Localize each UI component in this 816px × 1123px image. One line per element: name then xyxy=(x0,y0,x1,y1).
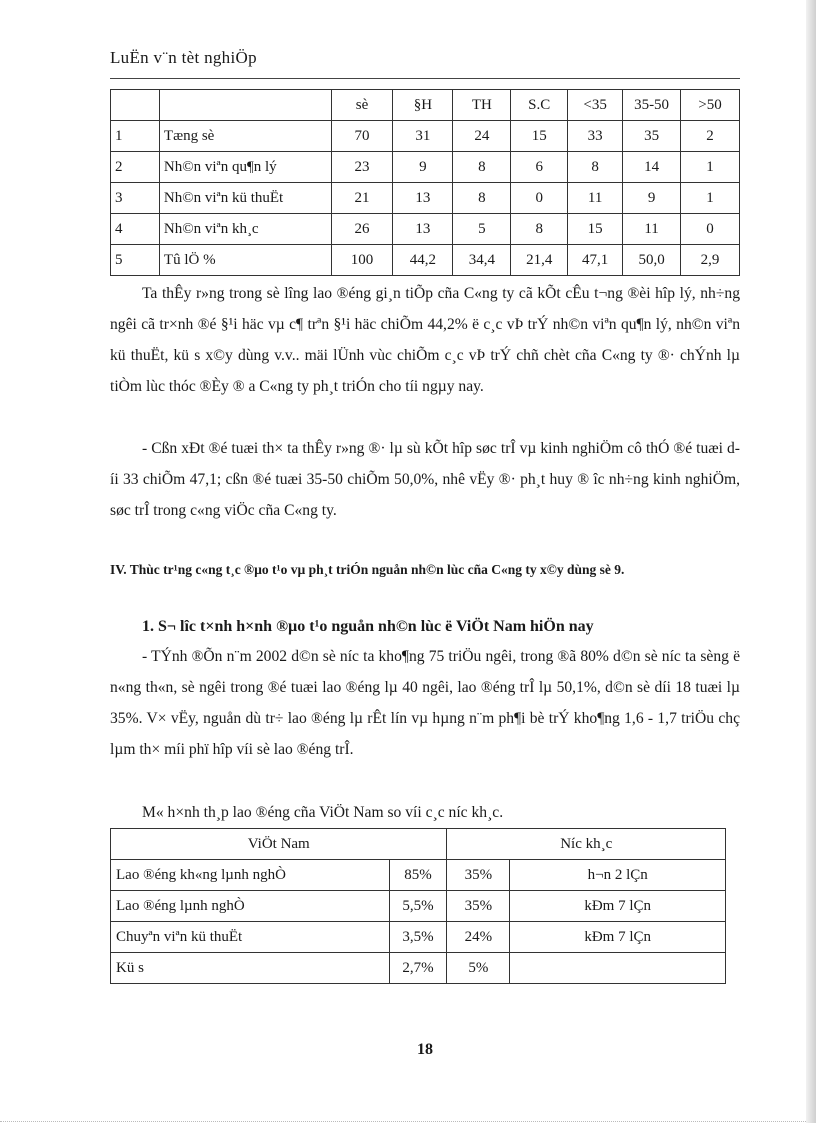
table-cell: 9 xyxy=(393,152,453,183)
page-number: 18 xyxy=(417,1041,433,1058)
table-row xyxy=(111,214,740,245)
table-cell: 23 xyxy=(331,152,393,183)
table-cell: Lao ®éng kh«ng lµnh nghÒ xyxy=(111,860,390,891)
table-header-cell: §H xyxy=(393,90,453,121)
table-cell: h¬n 2 lÇn xyxy=(510,860,726,891)
table-header-cell: <35 xyxy=(568,90,623,121)
header-rule xyxy=(110,78,740,79)
page-edge-shadow xyxy=(806,0,816,1123)
table-cell: Nh©n viªn qu¶n lý xyxy=(159,152,331,183)
page-bottom-border xyxy=(0,1121,806,1122)
table-cell xyxy=(510,953,726,984)
table-row xyxy=(111,953,726,984)
table-cell: 8 xyxy=(453,183,511,214)
table-cell: 11 xyxy=(568,183,623,214)
table-header-row xyxy=(111,90,740,121)
table-header-cell: sè xyxy=(331,90,393,121)
table-cell: 11 xyxy=(623,214,681,245)
table-cell: 44,2 xyxy=(393,245,453,276)
table-header-cell: ViÖt Nam xyxy=(111,829,447,860)
table-cell: 6 xyxy=(511,152,568,183)
table-row xyxy=(111,183,740,214)
paragraph-population: - TÝnh ®Õn n¨m 2002 d©n sè níc ta kho¶ng 75 triÖu ngêi, trong ®ã 80% d©n sè níc ta sèng ë n«ng th«n, sè ngêi trong ®é tuæi lao ®éng lµ 40 ngêi, lao ®éng trÎ lµ 50,1%, d©n sè díi 18 tuæi lµ 35%. V× vËy, nguån dù tr÷ lao ®éng lµ rÊt lín vµ hµng n¨m ph¶i bè trÝ kho¶ng 1,6 - 1,7 triÖu chç lµm th× míi phï hîp víi sè lao ®éng trÎ. xyxy=(110,648,740,758)
table-cell: Tæng sè xyxy=(159,121,331,152)
section-heading-iv: IV. Thùc tr¹ng c«ng t¸c ®µo t¹o vµ ph¸t triÓn nguån nh©n lùc cña C«ng ty x©y dùng sè 9. xyxy=(110,562,625,577)
table-header-cell: S.C xyxy=(511,90,568,121)
table-cell: kÐm 7 lÇn xyxy=(510,891,726,922)
table-cell: Kü s xyxy=(111,953,390,984)
table-cell: 5% xyxy=(447,953,510,984)
table-cell: 5 xyxy=(111,245,160,276)
paragraph-structure-analysis: Ta thÊy r»ng trong sè lîng lao ®éng gi¸n tiÕp cña C«ng ty cã kÕt cÊu t¬ng ®èi hîp lý, nh÷ng ngêi cã tr×nh ®é §¹i häc vµ c¶ trªn §¹i häc chiÕm 44,2% ë c¸c vÞ trÝ nh©n viªn qu¶n lý, nh©n viªn kü thuËt, kü s x©y dùng v.v.. mäi lÜnh vùc chiÕm c¸c vÞ trÝ chñ chèt cña C«ng ty ®· chÝnh lµ tiÒm lùc thóc ®Èy ® a C«ng ty ph¸t triÓn cho tíi ngµy nay. xyxy=(110,285,740,395)
table-cell: 0 xyxy=(681,214,740,245)
table-cell: 24 xyxy=(453,121,511,152)
header-title: LuËn v¨n tèt nghiÖp xyxy=(110,48,257,67)
table-cell: Nh©n viªn kh¸c xyxy=(159,214,331,245)
table-cell: 5,5% xyxy=(389,891,447,922)
table-cell: 35 xyxy=(623,121,681,152)
table-row xyxy=(111,922,726,953)
section-heading-1: 1. S¬ lîc t×nh h×nh ®µo t¹o nguån nh©n lùc ë ViÖt Nam hiÖn nay xyxy=(142,618,594,635)
table-cell: 13 xyxy=(393,183,453,214)
table-cell: 26 xyxy=(331,214,393,245)
table-cell: 9 xyxy=(623,183,681,214)
table-cell: 35% xyxy=(447,891,510,922)
table-row xyxy=(111,121,740,152)
table-row xyxy=(111,860,726,891)
table-cell: 1 xyxy=(681,152,740,183)
table-cell: 13 xyxy=(393,214,453,245)
table-cell: 0 xyxy=(511,183,568,214)
table-cell: 24% xyxy=(447,922,510,953)
table-cell: 100 xyxy=(331,245,393,276)
paragraph-pyramid-intro: M« h×nh th¸p lao ®éng cña ViÖt Nam so víi c¸c níc kh¸c. xyxy=(142,804,504,821)
table-row xyxy=(111,152,740,183)
table-cell: 21 xyxy=(331,183,393,214)
table-cell: 47,1 xyxy=(568,245,623,276)
table-cell: 34,4 xyxy=(453,245,511,276)
table-cell: 31 xyxy=(393,121,453,152)
table-header-cell xyxy=(159,90,331,121)
table-cell: 8 xyxy=(511,214,568,245)
staff-statistics-table xyxy=(110,89,740,276)
table-cell: 50,0 xyxy=(623,245,681,276)
table-cell: 85% xyxy=(389,860,447,891)
table-row xyxy=(111,891,726,922)
table-header-cell: 35-50 xyxy=(623,90,681,121)
table-cell: 15 xyxy=(511,121,568,152)
table-cell: 4 xyxy=(111,214,160,245)
table-cell: kÐm 7 lÇn xyxy=(510,922,726,953)
labor-pyramid-table xyxy=(110,828,726,984)
table-header-row xyxy=(111,829,726,860)
table-cell: 8 xyxy=(568,152,623,183)
table-cell: 33 xyxy=(568,121,623,152)
table-cell: Nh©n viªn kü thuËt xyxy=(159,183,331,214)
table-cell: 2,7% xyxy=(389,953,447,984)
table-cell: 35% xyxy=(447,860,510,891)
table-cell: 3,5% xyxy=(389,922,447,953)
table-cell: 70 xyxy=(331,121,393,152)
table-row xyxy=(111,245,740,276)
table-cell: Lao ®éng lµnh nghÒ xyxy=(111,891,390,922)
table-cell: 5 xyxy=(453,214,511,245)
table-header-cell xyxy=(111,90,160,121)
table-cell: 21,4 xyxy=(511,245,568,276)
paragraph-age-analysis: - Cßn xÐt ®é tuæi th× ta thÊy r»ng ®· lµ sù kÕt hîp søc trÎ vµ kinh nghiÖm cô thÓ ®é tuæi díi 33 chiÕm 47,1; cßn ®é tuæi 35-50 chiÕm 50,0%, nhê vËy ®· ph¸t huy ® îc nh÷ng kinh nghiÖm, søc trÎ trong c«ng viÖc cña C«ng ty. xyxy=(110,440,740,519)
table-cell: 3 xyxy=(111,183,160,214)
table-cell: 8 xyxy=(453,152,511,183)
table-cell: Tû lÖ % xyxy=(159,245,331,276)
table-cell: 2,9 xyxy=(681,245,740,276)
table-header-cell: Níc kh¸c xyxy=(447,829,726,860)
table-cell: 1 xyxy=(111,121,160,152)
table-cell: 2 xyxy=(681,121,740,152)
table-cell: 14 xyxy=(623,152,681,183)
table-header-cell: >50 xyxy=(681,90,740,121)
table-header-cell: TH xyxy=(453,90,511,121)
table-cell: 15 xyxy=(568,214,623,245)
table-cell: 1 xyxy=(681,183,740,214)
table-cell: 2 xyxy=(111,152,160,183)
table-cell: Chuyªn viªn kü thuËt xyxy=(111,922,390,953)
